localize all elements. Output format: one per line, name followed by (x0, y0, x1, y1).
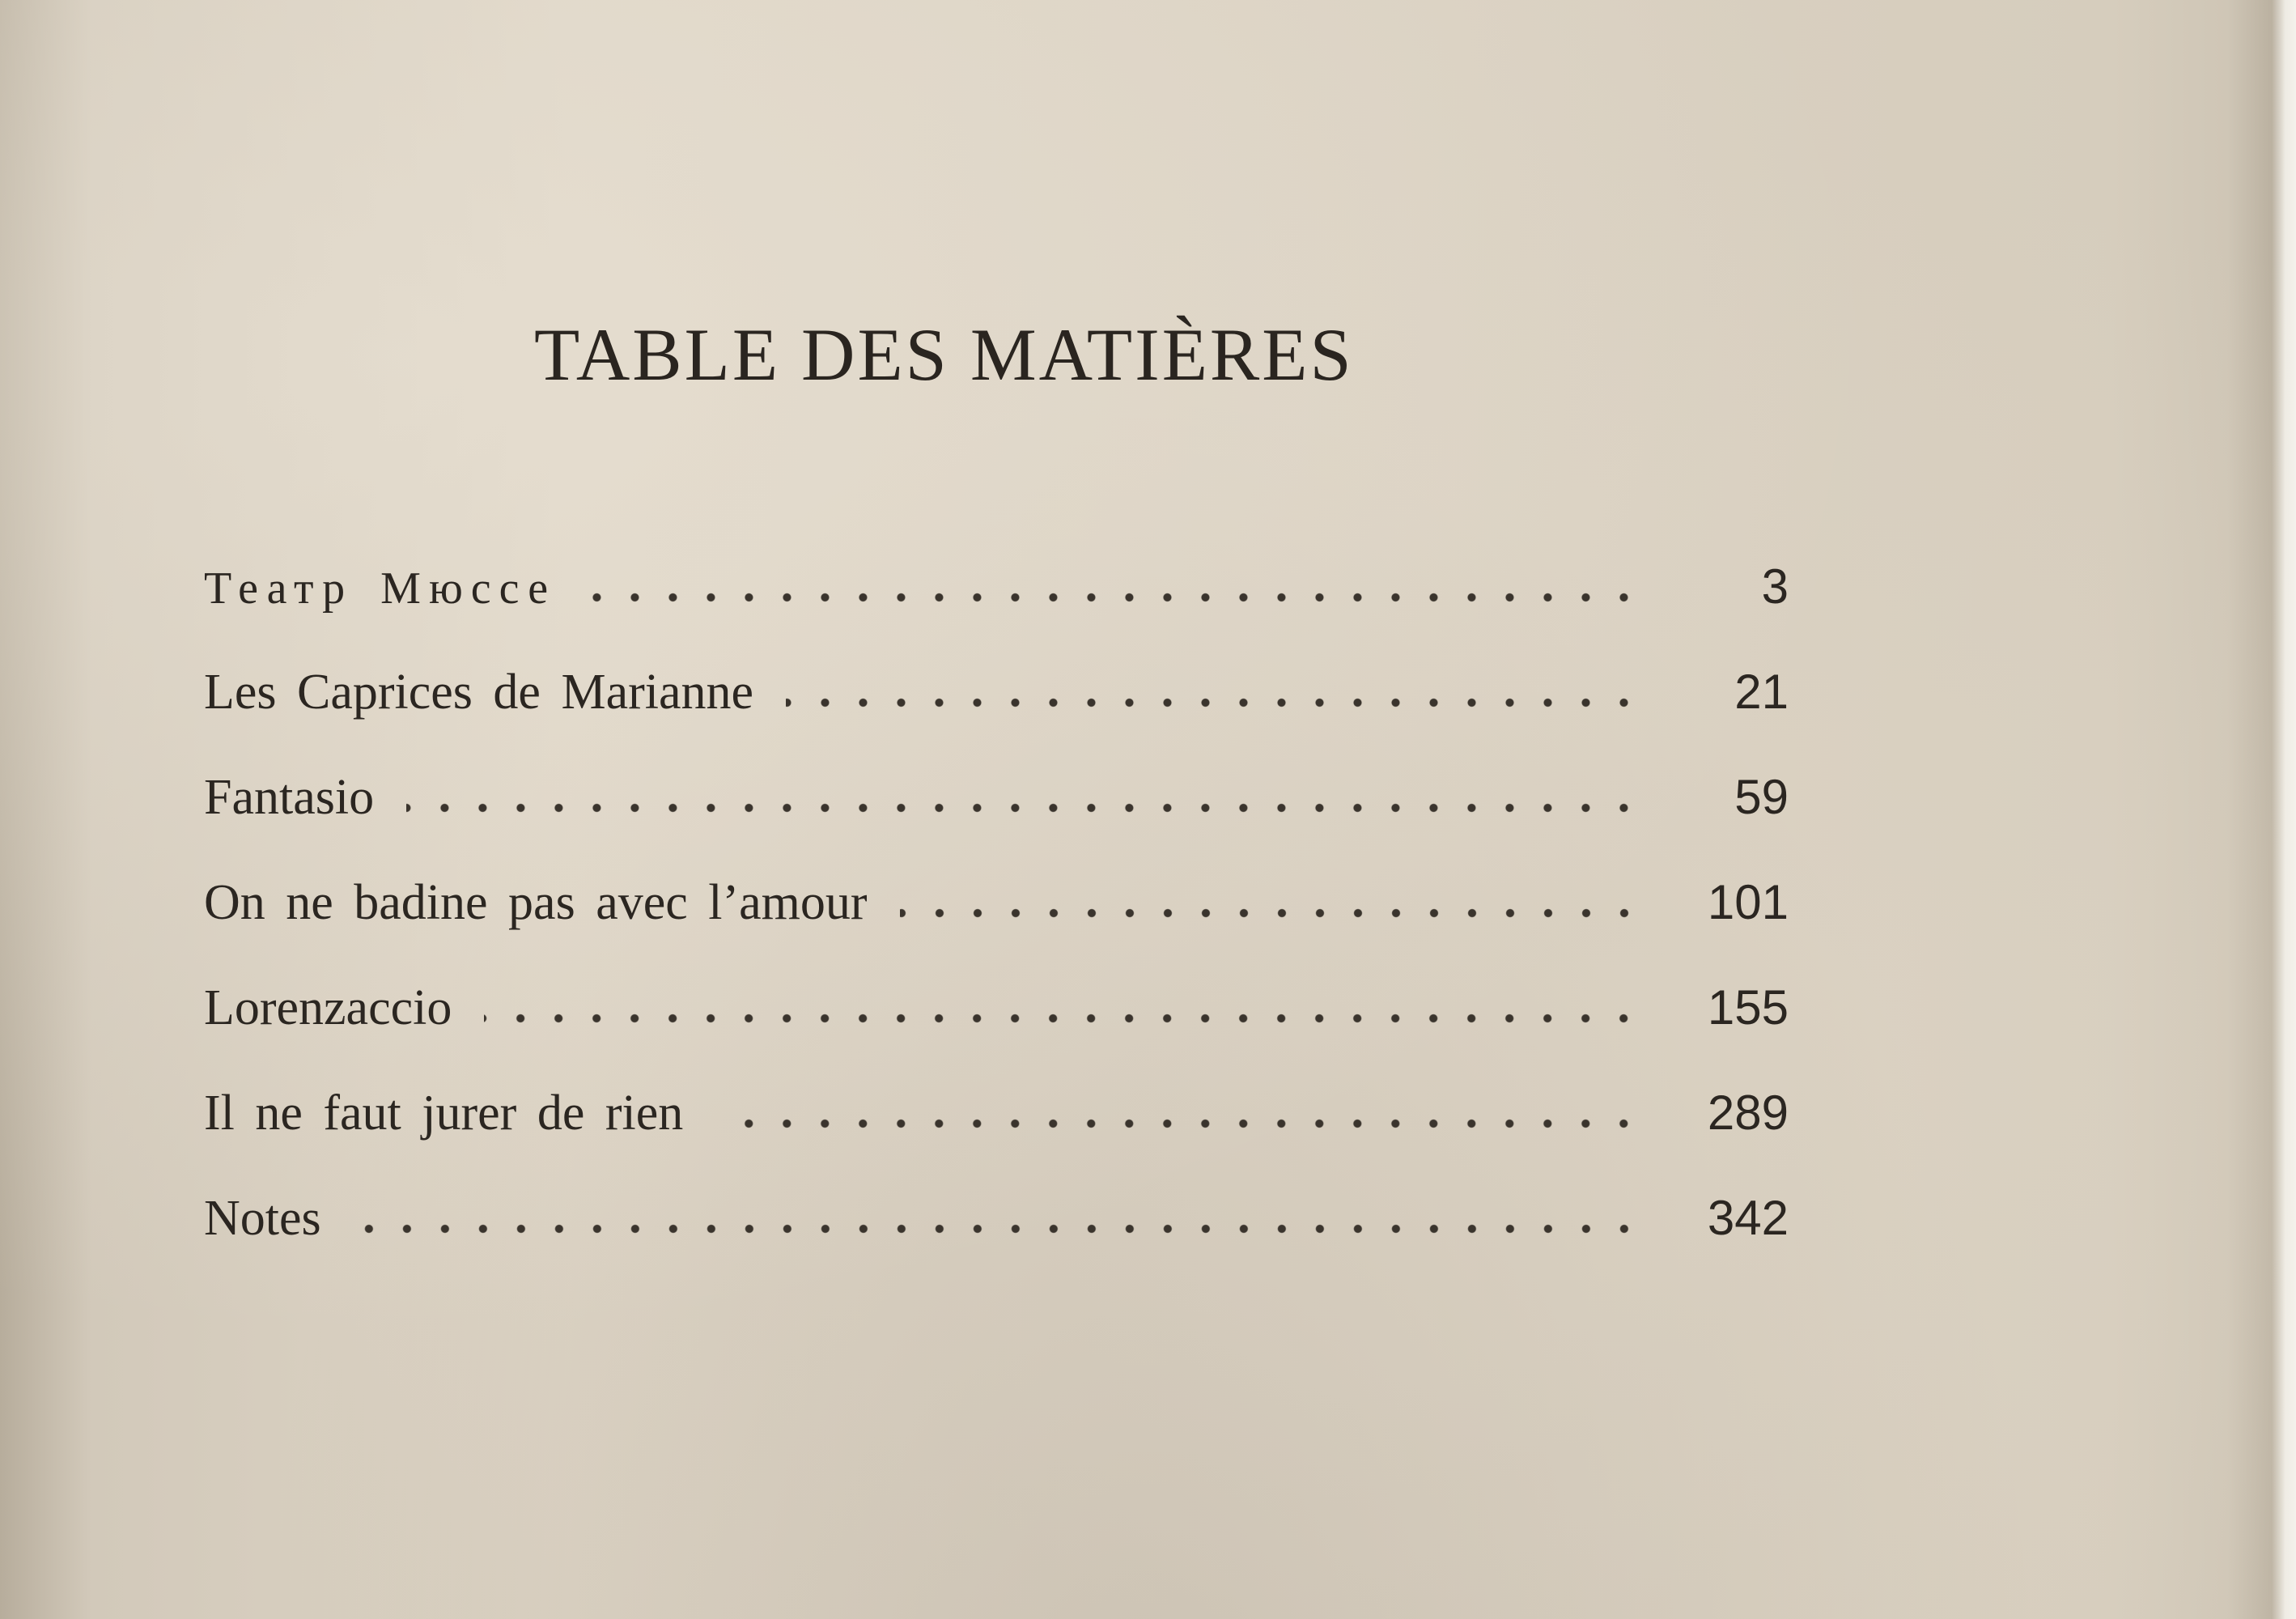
toc-entry-title: Il ne faut jurer de rien (204, 1086, 684, 1141)
dot-leader (406, 802, 1643, 814)
toc-entry (194, 1190, 1797, 1295)
toc-entry (194, 874, 1797, 979)
dot-leader (588, 592, 1643, 603)
toc-entry-title: Fantasio (204, 770, 375, 825)
toc-entry-page: 155 (1707, 980, 1789, 1035)
toc-entry (194, 559, 1797, 664)
dot-leader (900, 907, 1643, 919)
dot-leader (786, 697, 1643, 708)
page-title: TABLE DES MATIÈRES (534, 313, 1354, 396)
dot-leader (484, 1013, 1643, 1024)
toc-entry-title: Театр Мюссе (204, 563, 557, 614)
toc-entry (194, 664, 1797, 769)
toc-entry-title: Lorenzaccio (204, 980, 452, 1035)
toc-entry-page: 101 (1707, 875, 1789, 929)
toc-entry-page: 342 (1707, 1191, 1789, 1245)
toc-entry-page: 289 (1707, 1086, 1789, 1140)
toc-entry (194, 769, 1797, 874)
toc-entry (194, 979, 1797, 1085)
page-edge (2272, 0, 2296, 1619)
toc-entry-page: 3 (1761, 559, 1789, 614)
dot-leader (715, 1118, 1643, 1129)
toc-entry-title: Notes (204, 1191, 321, 1246)
toc-entry-title: Les Caprices de Marianne (204, 665, 754, 720)
toc-entry-page: 21 (1734, 665, 1789, 719)
table-of-contents (194, 559, 1797, 1295)
toc-entry (194, 1085, 1797, 1190)
toc-entry-title: On ne badine pas avec l’amour (204, 875, 868, 930)
dot-leader (354, 1223, 1643, 1234)
toc-entry-page: 59 (1734, 770, 1789, 824)
